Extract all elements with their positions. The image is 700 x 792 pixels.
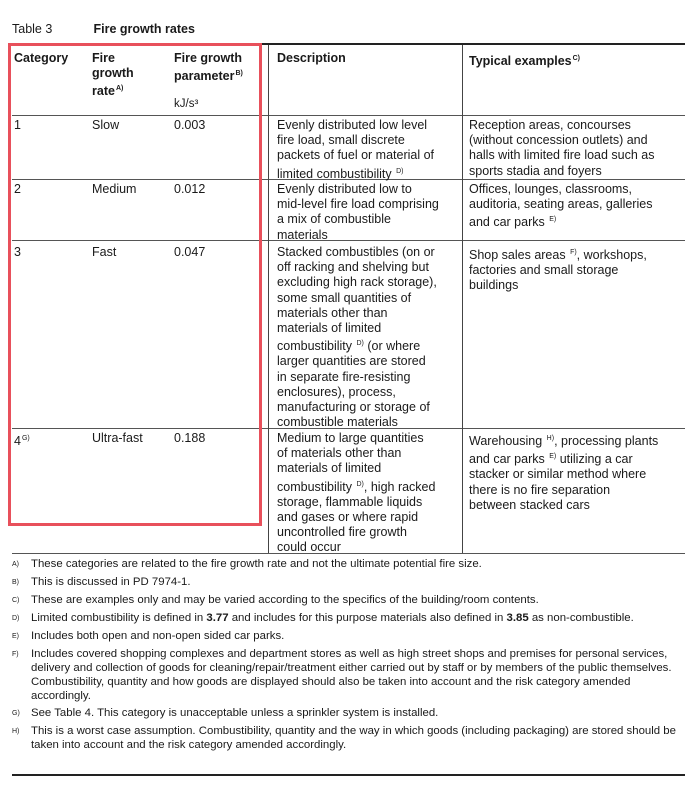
cell-fire-growth-parameter: 0.012 [174,182,206,196]
footnote-mark: B) [12,579,19,586]
footnote [12,611,688,626]
footnote [12,629,688,644]
footnote-mark: H) [12,728,20,735]
footnote-text: See Table 4. This category is unacceptable unless a sprinkler system is installed. [31,707,439,719]
cell-fire-growth-parameter: 0.188 [174,431,206,445]
column-divider [462,45,463,553]
footnote [12,557,688,572]
bottom-rule [12,774,685,776]
header-fire-growth-rate: Fire growth rate$^{A)}$ [92,51,134,99]
footnote [12,724,688,752]
cell-typical-examples: Shop sales areas $^{F)}$, workshops, factories and small storage buildings [469,248,647,293]
cell-typical-examples: Reception areas, concourses (without concession outlets) and halls with limited fire load such as sports stadia and foyers [469,118,655,178]
cell-category: 2 [14,182,21,196]
footnotes [12,557,688,755]
footnote-text: Includes covered shopping complexes and department stores as well as high street shops and premises for personal services, delivery and collection of goods for cleaning/repair/treatment either carried out by staff or by members of the public themselves. Combustibility, quantity and how goods are displayed should also be taken into account and the risk category amended accordingly. [31,648,672,702]
footnote-mark: C) [12,597,20,604]
footnote [12,706,688,721]
cell-description: Evenly distributed low level fire load, small discrete packets of fuel or material of limited combustibility $^{D)}$ [277,118,435,181]
cell-category: 3 [14,245,21,259]
cell-typical-examples: Offices, lounges, classrooms, auditoria, seating areas, galleries and car parks $^{E)}$ [469,182,653,230]
cell-description: Stacked combustibles (on or off racking and shelving but excluding high rack storage), some small quantities of materials other than materials of limited combustibility $^{D)}$ (or where larger quantities are stored in separate fire-resisting enclosures), process, manufacturing or storage of combustible materials [277,245,437,430]
cell-category: 1 [14,118,21,132]
highlight-box [8,43,262,526]
header-description: Description [277,51,346,65]
cell-description: Medium to large quantities of materials other than materials of limited combustibility $^{D)}$, high racked storage, flammable liquids and gases or where rapid uncontrolled fire growth could occur [277,431,436,555]
cell-fire-growth-rate: Slow [92,118,120,132]
footnote-mark: E) [12,633,19,640]
footnote-mark: G) [12,710,20,717]
cell-fire-growth-parameter: 0.003 [174,118,206,132]
cell-description: Evenly distributed low to mid-level fire load comprising a mix of combustible materials [277,182,439,242]
header-typical-examples: Typical examples$^{C)}$ [469,54,580,68]
footnote-mark: D) [12,615,20,622]
column-divider [268,45,269,553]
footnote-text: Includes both open and non-open sided car parks. [31,630,285,642]
footnote-text: Limited combustibility is defined in 3.77 and includes for this purpose materials also defined in 3.85 as non-combustible. [31,612,634,624]
header-unit: kJ/s³ [174,98,199,110]
table-number: Table 3 [12,22,53,36]
cell-fire-growth-rate: Ultra-fast [92,431,143,445]
cell-fire-growth-rate: Fast [92,245,117,259]
cell-typical-examples: Warehousing $^{H)}$, processing plants and car parks $^{E)}$ utilizing a car stacker or similar method where there is no fire separation between stacked cars [469,434,659,512]
table-caption [12,22,195,36]
footnote-text: This is a worst case assumption. Combustibility, quantity and the way in which goods (including packaging) are stored should be taken into account and the risk category amended accordingly. [31,725,676,751]
footnote-text: This is discussed in PD 7974-1. [31,576,191,588]
footnote [12,593,688,608]
footnote-mark: A) [12,561,19,568]
footnote-mark: F) [12,651,19,658]
footnote-text: These are examples only and may be varied according to the specifics of the building/room contents. [31,594,539,606]
cell-fire-growth-rate: Medium [92,182,137,196]
header-fire-growth-parameter: Fire growth parameter$^{B)}$ [174,51,243,84]
footnote-text: These categories are related to the fire growth rate and not the ultimate potential fire size. [31,558,482,570]
cell-category: $4^{G)}$ [14,434,30,448]
footnote [12,647,688,703]
cell-fire-growth-parameter: 0.047 [174,245,206,259]
table-title: Fire growth rates [93,22,195,36]
header-category: Category [14,51,69,65]
footnote [12,575,688,590]
